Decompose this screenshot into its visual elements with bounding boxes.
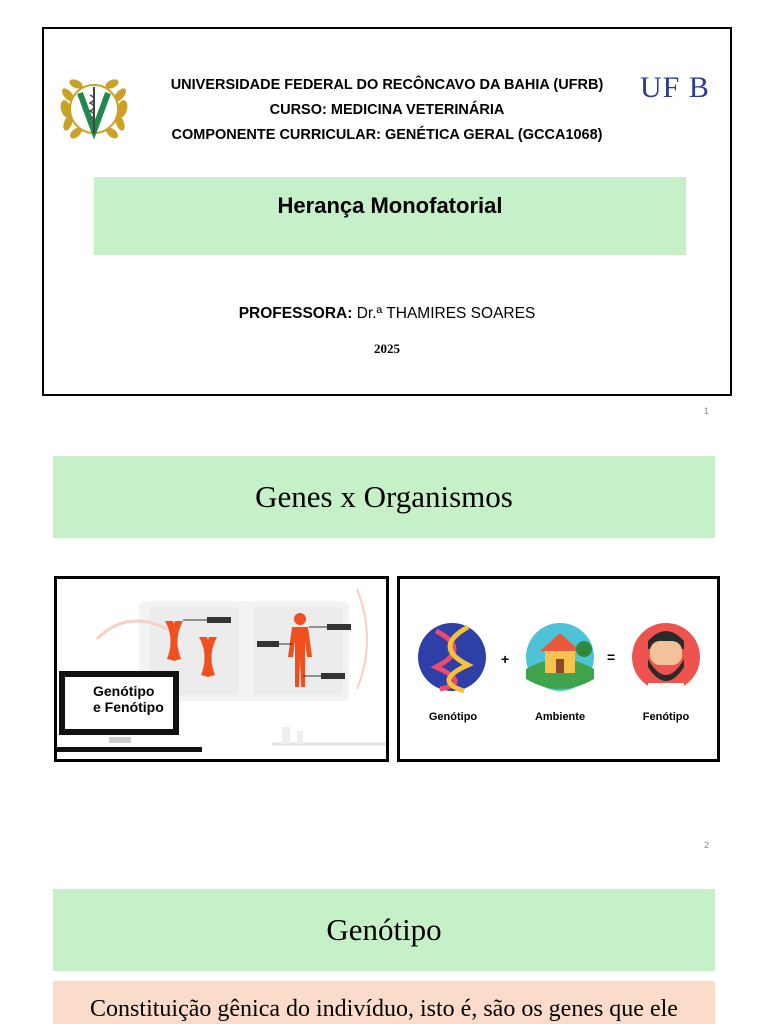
header-line-university: UNIVERSIDADE FEDERAL DO RECÔNCAVO DA BAHIA (UFRB) [170,77,604,93]
header-line-course: CURSO: MEDICINA VETERINÁRIA [269,102,505,118]
genotype-environment-phenotype-illustration [397,576,720,762]
equation-graphic [400,579,717,759]
plus-operator: + [501,651,510,667]
institution-header [44,73,730,148]
slide-title: Genótipo [53,889,715,971]
house-icon [526,623,594,691]
label-genotipo: Genótipo [428,711,478,723]
man-face-icon [632,623,700,691]
slide-title: Genes x Organismos [53,456,715,538]
definition-text: Constituição gênica do indivíduo, isto é, são os genes que ele [90,996,678,1022]
professor-label: PROFESSORA: [238,305,353,322]
page-number: 2 [704,840,710,850]
slide-title-box [94,177,686,255]
professor-name: Dr.ª THAMIRES SOARES [352,305,536,322]
header-line-component: COMPONENTE CURRICULAR: GENÉTICA GERAL (GCCA1068) [171,127,603,143]
year: 2025 [374,341,400,356]
slide-1 [42,27,732,396]
genotype-phenotype-graphic [57,579,386,759]
label-fenotipo: Fenótipo [642,711,690,723]
professor-line [44,305,730,323]
genotype-phenotype-illustration [54,576,389,762]
page-number: 1 [704,406,710,416]
image-caption: Genótipo e Fenótipo [93,683,164,715]
ufrb-logo: UF B [640,71,710,104]
dna-icon [418,623,486,691]
definition-text-box [53,981,715,1024]
label-ambiente: Ambiente [534,711,586,723]
slide-title: Herança Monofatorial [277,193,503,218]
equals-operator: = [607,649,616,665]
